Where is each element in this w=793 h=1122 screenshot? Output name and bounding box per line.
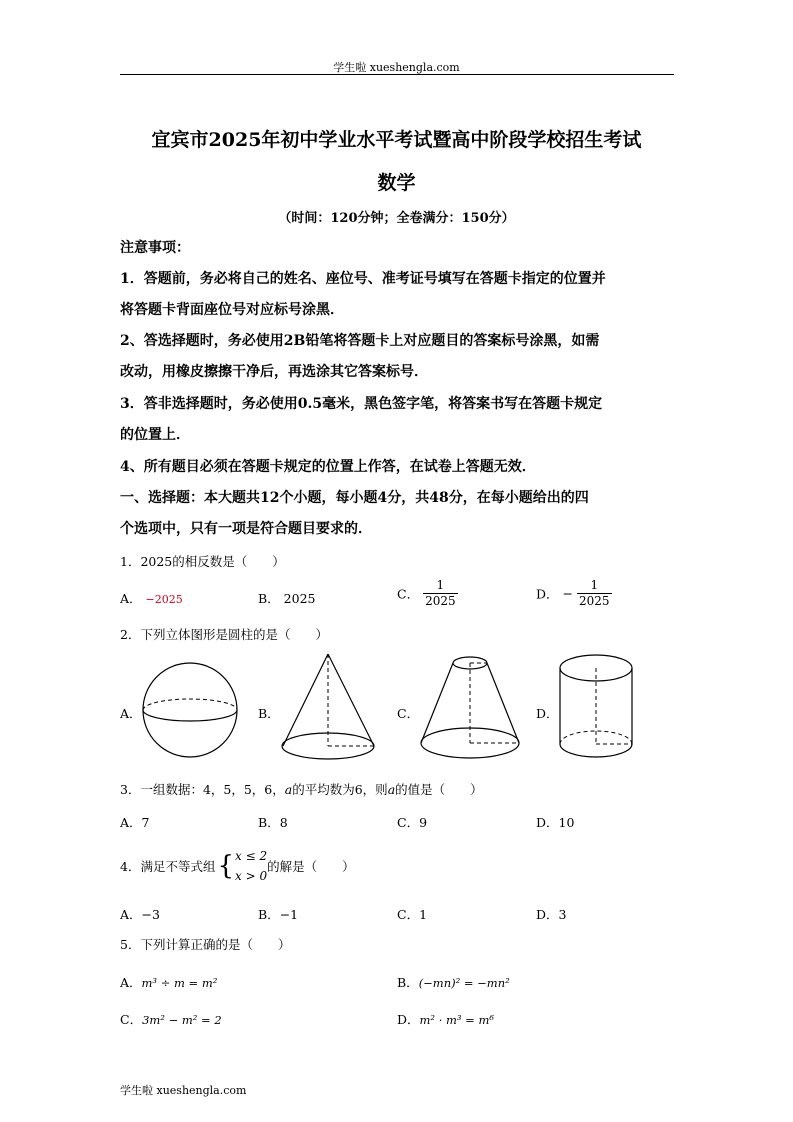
note-1-line-2: 将答题卡背面座位号对应标号涂黑． bbox=[120, 302, 344, 318]
q1-option-d-label: D． bbox=[536, 586, 559, 602]
note-4: 4、所有题目必须在答题卡规定的位置上作答，在试卷上答题无效． bbox=[120, 459, 536, 475]
note-1-line-1: 1．答题前，务必将自己的姓名、座位号、准考证号填写在答题卡指定的位置并 bbox=[120, 271, 606, 287]
note-2-line-1: 2、答选择题时，务必使用2B铅笔将答题卡上对应题目的答案标号涂黑，如需 bbox=[120, 333, 600, 349]
exam-subject: 数学 bbox=[377, 172, 416, 194]
cylinder-icon bbox=[558, 652, 638, 764]
q1-option-d-sign: − bbox=[562, 586, 573, 601]
q1-option-b-value: 2025 bbox=[283, 591, 316, 606]
exam-time-info: （时间：120分钟；全卷满分：150分） bbox=[278, 211, 515, 226]
q4-inequality-2: x > 0 bbox=[235, 869, 268, 883]
page-header: 学生啦 xueshengla.com bbox=[333, 61, 460, 74]
q1-option-c bbox=[397, 578, 458, 609]
q3-option-c bbox=[397, 813, 427, 831]
q4-stem-pre: 4．满足不等式组 bbox=[120, 859, 216, 874]
q3-option-c-value: 9 bbox=[419, 815, 428, 830]
q1-option-b bbox=[258, 589, 315, 607]
q4-option-a bbox=[120, 905, 160, 923]
q1-d-denominator: 2025 bbox=[578, 594, 610, 608]
cone-icon bbox=[280, 652, 380, 764]
q4-option-d-value: 3 bbox=[558, 907, 567, 922]
q4-option-d bbox=[536, 905, 566, 923]
q1-option-d-fraction bbox=[577, 578, 612, 609]
section-1-line-1: 一、选择题：本大题共12个小题，每小题4分，共48分，在每小题给出的四 bbox=[120, 490, 589, 506]
q4-option-d-label: D． bbox=[536, 907, 559, 922]
q5-option-b-expr: (−mn)² = −mn² bbox=[418, 976, 510, 990]
q1-option-c-fraction bbox=[423, 578, 458, 609]
q2-option-b-label: B． bbox=[258, 706, 280, 721]
q3-option-d bbox=[536, 813, 574, 831]
q4-option-a-label: A． bbox=[120, 907, 142, 922]
q4-option-c-value: 1 bbox=[419, 907, 428, 922]
question-1-stem: 1．2025的相反数是（ ） bbox=[120, 554, 285, 569]
q2-option-d-label: D． bbox=[536, 706, 559, 721]
note-3-line-1: 3．答非选择题时，务必使用0.5毫米，黑色签字笔，将答案书写在答题卡规定 bbox=[120, 396, 603, 412]
header-rule bbox=[120, 74, 674, 75]
q4-stem-post: 的解是（ ） bbox=[267, 859, 355, 874]
q5-option-c-label: C． bbox=[120, 1012, 143, 1027]
note-2-line-2: 改动，用橡皮擦擦干净后，再选涂其它答案标号． bbox=[120, 364, 428, 380]
q4-brace: { bbox=[217, 851, 235, 881]
question-5-stem: 5．下列计算正确的是（ ） bbox=[120, 937, 291, 952]
question-2-stem: 2．下列立体图形是圆柱的是（ ） bbox=[120, 627, 328, 642]
q5-option-c-expr: 3m² − m² = 2 bbox=[142, 1013, 222, 1027]
q1-option-a-value: −2025 bbox=[145, 593, 183, 606]
q1-d-numerator: 1 bbox=[590, 578, 599, 592]
question-4-stem bbox=[120, 846, 355, 886]
q5-option-a bbox=[120, 973, 217, 991]
q3-variable-1: a bbox=[284, 782, 293, 797]
q3-option-a-value: 7 bbox=[141, 815, 150, 830]
q3-variable-2: a bbox=[387, 782, 396, 797]
q5-option-d-expr: m² · m³ = m⁶ bbox=[419, 1013, 494, 1027]
q4-inequality-1: x ≤ 2 bbox=[235, 849, 268, 863]
q2-option-a-label: A． bbox=[120, 706, 142, 721]
page-footer: 学生啦 xueshengla.com bbox=[120, 1084, 247, 1097]
q5-option-a-expr: m³ ÷ m = m² bbox=[141, 976, 218, 990]
q3-option-b-label: B． bbox=[258, 815, 280, 830]
q5-option-c bbox=[120, 1010, 222, 1028]
q5-option-d bbox=[397, 1010, 494, 1028]
q3-stem-mid: 的平均数为6，则 bbox=[292, 782, 388, 797]
notes-heading: 注意事项： bbox=[120, 240, 190, 256]
q4-option-b bbox=[258, 905, 298, 923]
q1-option-a bbox=[120, 589, 183, 607]
sphere-icon bbox=[140, 660, 240, 760]
q3-option-b-value: 8 bbox=[279, 815, 288, 830]
question-3-stem bbox=[120, 780, 483, 798]
q3-option-b bbox=[258, 813, 288, 831]
q3-option-a bbox=[120, 813, 149, 831]
q5-option-a-label: A． bbox=[120, 975, 142, 990]
q3-option-a-label: A． bbox=[120, 815, 142, 830]
q5-option-d-label: D． bbox=[397, 1012, 420, 1027]
q1-option-d bbox=[536, 578, 612, 609]
q5-option-b-label: B． bbox=[397, 975, 419, 990]
note-3-line-2: 的位置上． bbox=[120, 427, 190, 443]
exam-title: 宜宾市2025年初中学业水平考试暨高中阶段学校招生考试 bbox=[151, 129, 642, 151]
q3-option-c-label: C． bbox=[397, 815, 420, 830]
q3-option-d-label: D． bbox=[536, 815, 559, 830]
q1-option-b-label: B． bbox=[258, 591, 280, 606]
q1-option-c-label: C． bbox=[397, 586, 420, 602]
q1-c-numerator: 1 bbox=[436, 578, 445, 592]
q3-option-d-value: 10 bbox=[558, 815, 575, 830]
q3-stem-post: 的值是（ ） bbox=[395, 782, 483, 797]
q4-option-c-label: C． bbox=[397, 907, 420, 922]
q4-option-b-label: B． bbox=[258, 907, 280, 922]
q4-option-b-value: −1 bbox=[279, 907, 299, 922]
q4-option-a-value: −3 bbox=[141, 907, 160, 922]
q1-option-a-label: A． bbox=[120, 591, 142, 606]
q4-inequality-system bbox=[235, 846, 267, 886]
q4-option-c bbox=[397, 905, 427, 923]
frustum-icon bbox=[418, 655, 522, 763]
q3-stem-pre: 3．一组数据：4，5，5，6， bbox=[120, 782, 285, 797]
q5-option-b bbox=[397, 973, 510, 991]
q2-option-c-label: C． bbox=[397, 706, 420, 721]
q1-c-denominator: 2025 bbox=[425, 594, 456, 608]
section-1-line-2: 个选项中，只有一项是符合题目要求的． bbox=[120, 521, 372, 537]
